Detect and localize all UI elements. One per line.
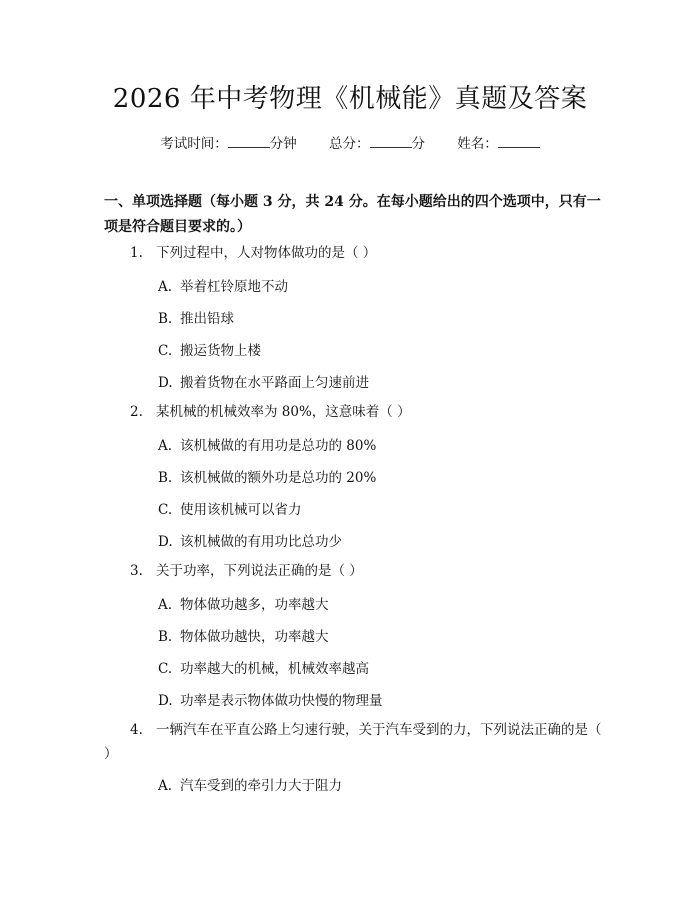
option-letter: B. bbox=[158, 629, 173, 645]
option-2a bbox=[158, 434, 376, 454]
option-letter: C. bbox=[158, 502, 173, 518]
option-letter: B. bbox=[158, 470, 173, 486]
option-letter: C. bbox=[158, 661, 173, 677]
exam-info-line bbox=[0, 132, 700, 152]
option-text: 功率是表示物体做功快慢的物理量 bbox=[180, 693, 383, 709]
option-2c bbox=[158, 498, 302, 518]
option-text: 搬运货物上楼 bbox=[180, 343, 261, 359]
exam-time-blank bbox=[228, 135, 270, 148]
question-number: 4. bbox=[130, 722, 143, 738]
option-letter: C. bbox=[158, 343, 173, 359]
option-2d bbox=[158, 530, 342, 550]
option-text: 汽车受到的牵引力大于阻力 bbox=[180, 778, 342, 794]
option-text: 物体做功越多，功率越大 bbox=[180, 597, 329, 613]
question-number: 1. bbox=[130, 245, 143, 261]
option-2b bbox=[158, 466, 376, 486]
option-letter: A. bbox=[158, 438, 173, 454]
option-text: 搬着货物在水平路面上匀速前进 bbox=[180, 375, 369, 391]
option-1a bbox=[158, 275, 288, 295]
option-letter: A. bbox=[158, 778, 173, 794]
option-1b bbox=[158, 307, 234, 327]
option-text: 功率越大的机械，机械效率越高 bbox=[180, 661, 369, 677]
option-text: 该机械做的有用功是总功的 80% bbox=[180, 438, 377, 454]
option-3c bbox=[158, 657, 369, 677]
option-3a bbox=[158, 593, 329, 613]
option-letter: A. bbox=[158, 279, 173, 295]
question-1 bbox=[130, 242, 600, 264]
question-stem: 关于功率，下列说法正确的是（ ） bbox=[156, 563, 363, 579]
option-4a bbox=[158, 774, 342, 794]
question-stem: 一辆汽车在平直公路上匀速行驶，关于汽车受到的力，下列说法正确的是（ ） bbox=[104, 722, 602, 762]
option-1c bbox=[158, 339, 261, 359]
question-stem: 某机械的机械效率为 80%，这意味着（ ） bbox=[156, 404, 411, 420]
option-letter: B. bbox=[158, 311, 173, 327]
option-1d bbox=[158, 371, 369, 391]
exam-time-label: 考试时间： bbox=[160, 136, 228, 152]
exam-time-field bbox=[160, 132, 297, 152]
option-letter: D. bbox=[158, 375, 173, 391]
question-number: 3. bbox=[130, 563, 143, 579]
total-score-unit: 分 bbox=[411, 136, 425, 152]
option-letter: D. bbox=[158, 693, 173, 709]
option-text: 物体做功越快，功率越大 bbox=[180, 629, 329, 645]
option-letter: D. bbox=[158, 534, 173, 550]
option-text: 使用该机械可以省力 bbox=[180, 502, 302, 518]
option-3b bbox=[158, 625, 329, 645]
option-text: 该机械做的额外功是总功的 20% bbox=[180, 470, 377, 486]
total-score-blank bbox=[370, 135, 412, 148]
question-3 bbox=[130, 560, 600, 582]
page-title: 2026 年中考物理《机械能》真题及答案 bbox=[112, 84, 588, 114]
question-number: 2. bbox=[130, 404, 143, 420]
option-text: 推出铅球 bbox=[180, 311, 234, 327]
total-score-field bbox=[329, 132, 425, 152]
section-heading: 一、单项选择题（每小题 3 分，共 24 分。在每小题给出的四个选项中，只有一项是符合题目要求的。） bbox=[104, 194, 601, 235]
name-label: 姓名： bbox=[457, 136, 498, 152]
exam-time-unit: 分钟 bbox=[269, 136, 297, 152]
question-2 bbox=[130, 401, 600, 423]
question-stem: 下列过程中，人对物体做功的是（ ） bbox=[156, 245, 377, 261]
question-4 bbox=[104, 718, 604, 766]
name-blank bbox=[498, 135, 540, 148]
total-score-label: 总分： bbox=[329, 136, 370, 152]
name-field bbox=[457, 132, 540, 152]
option-text: 举着杠铃原地不动 bbox=[180, 279, 288, 295]
option-3d bbox=[158, 689, 383, 709]
option-letter: A. bbox=[158, 597, 173, 613]
option-text: 该机械做的有用功比总功少 bbox=[180, 534, 342, 550]
